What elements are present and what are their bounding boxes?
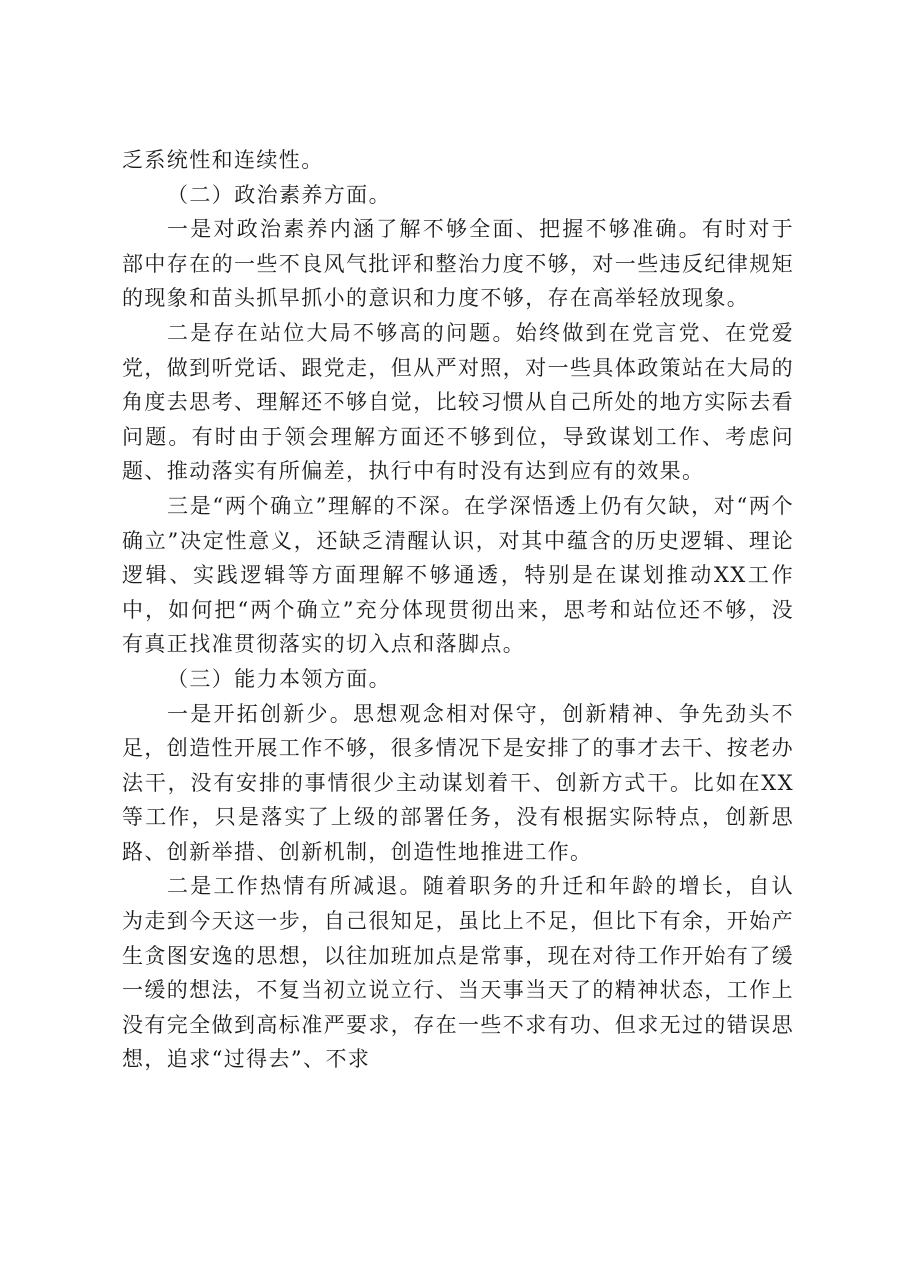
paragraph-continuation: 乏系统性和连续性。 <box>122 148 324 172</box>
paragraph-political-quality-3: 三是“两个确立”理解的不深。在学深悟透上仍有欠缺，对“两个确立”决定性意义，还缺乏清醒认识，对其中蕴含的历史逻辑、理论逻辑、实践逻辑等方面理解不够通透，特别是在谋划推动XX工作中，如何把“两个确立”充分体现贯彻出来，思考和站位还不够，没有真正找准贯彻落实的切入点和落脚点。 <box>122 493 794 657</box>
paragraph-political-quality-2: 二是存在站位大局不够高的问题。始终做到在党言党、在党爱党，做到听党话、跟党走，但从严对照，对一些具体政策站在大局的角度去思考、理解还不够自觉，比较习惯从自己所处的地方实际去看问题。有时由于领会理解方面还不够到位，导致谋划工作、考虑问题、推动落实有所偏差，执行中有时没有达到应有的效果。 <box>122 320 794 484</box>
document-body <box>122 143 794 1077</box>
section-heading-ability: （三）能力本领方面。 <box>167 666 391 691</box>
section-heading-political-quality: （二）政治素养方面。 <box>167 182 391 207</box>
paragraph-ability-1: 一是开拓创新少。思想观念相对保守，创新精神、争先劲头不足，创造性开展工作不够，很多情况下是安排了的事才去干、按老办法干，没有安排的事情很少主动谋划着干、创新方式干。比如在XX等工作，只是落实了上级的部署任务，没有根据实际特点，创新思路、创新举措、创新机制，创造性地推进工作。 <box>122 701 794 864</box>
paragraph-political-quality-1: 一是对政治素养内涵了解不够全面、把握不够准确。有时对于部中存在的一些不良风气批评和整治力度不够，对一些违反纪律规矩的现象和苗头抓早抓小的意识和力度不够，存在高举轻放现象。 <box>122 217 794 311</box>
paragraph-ability-2: 二是工作热情有所减退。随着职务的升迁和年龄的增长，自认为走到今天这一步，自己很知足，虽比上不足，但比下有余，开始产生贪图安逸的思想，以往加班加点是常事，现在对待工作开始有了缓一缓的想法，不复当初立说立行、当天事当天了的精神状态，工作上没有完全做到高标准严要求，存在一些不求有功、但求无过的错误思想，追求“过得去”、不求 <box>122 874 794 1072</box>
